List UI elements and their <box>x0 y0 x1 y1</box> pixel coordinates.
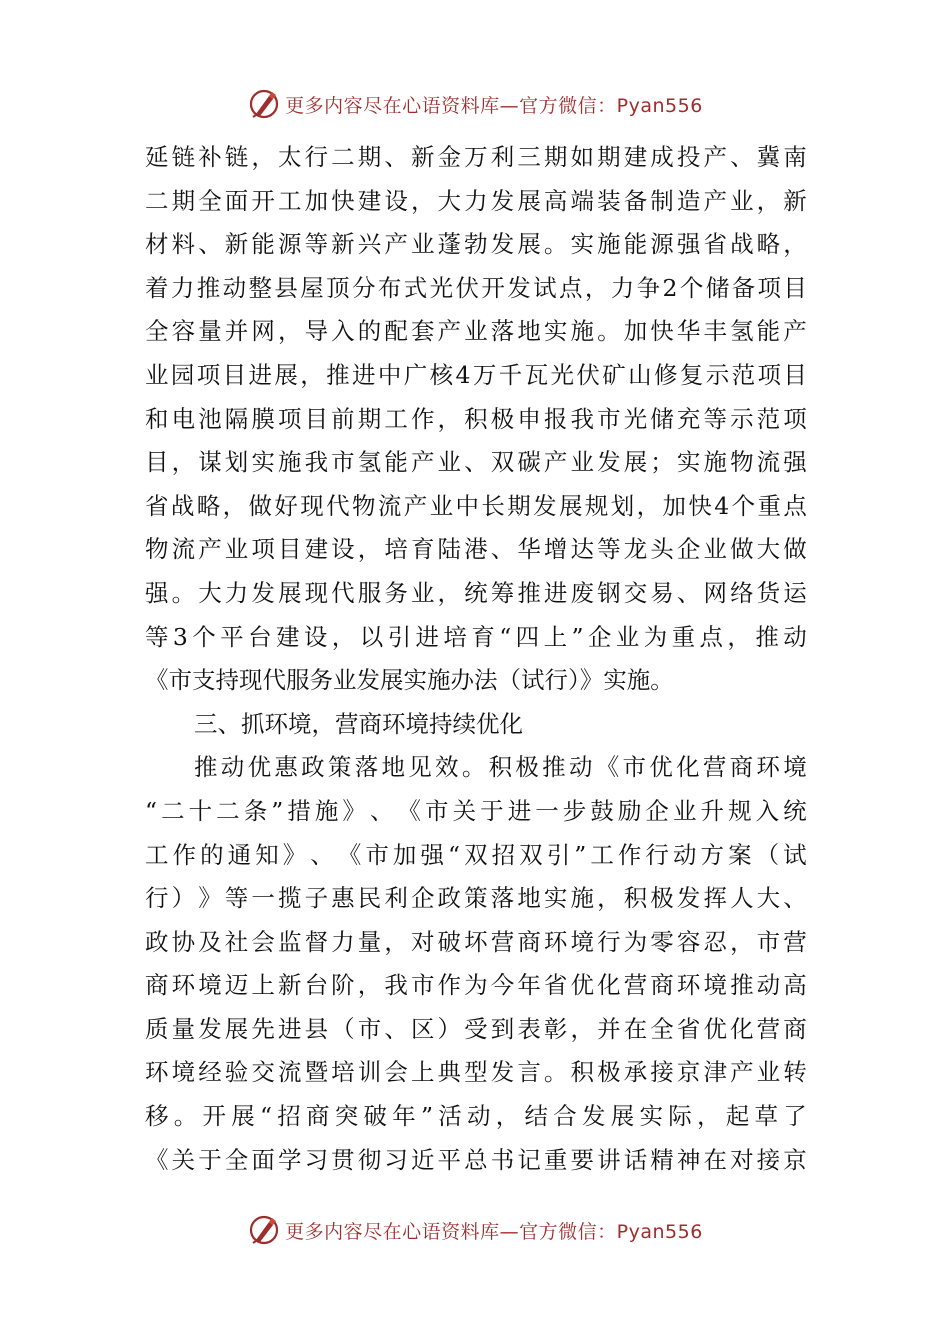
paragraph-line: 二 期 全 面 开 工 加 快 建 设 ， 大 力 发 展 高 端 装 备 制 造 产 业 ， 新 <box>145 186 807 215</box>
paragraph-line: 行 ） 》 等 一 揽 子 惠 民 利 企 政 策 落 地 实 施 ， 积 极 发 挥 人 大 、 <box>145 884 807 913</box>
paragraph-line: 工 作 的 通 知 》 、 《 市 加 强 “ 双 招 双 引 ” 工 作 行 动 方 案 （ 试 <box>145 840 807 869</box>
paragraph-line: 物 流 产 业 项 目 建 设 ， 培 育 陆 港 、 华 增 达 等 龙 头 企 业 做 大 做 <box>145 535 807 564</box>
paragraph-line: 和 电 池 隔 膜 项 目 前 期 工 作 ， 积 极 申 报 我 市 光 储 充 等 示 范 项 <box>145 404 807 433</box>
paragraph-line: 环 境 经 验 交 流 暨 培 训 会 上 典 型 发 言 。 积 极 承 接 京 津 产 业 转 <box>145 1058 807 1087</box>
document-body <box>145 136 807 1182</box>
footer-watermark <box>0 1212 950 1248</box>
pen-nib-logo-icon <box>247 1213 281 1247</box>
footer-watermark-text: 更多内容尽在心语资料库—官方微信：Pyan556 <box>285 1220 703 1243</box>
paragraph-line: 着 力 推 动 整 县 屋 顶 分 布 式 光 伏 开 发 试 点 ， 力 争 2 个 储 备 项 目 <box>145 273 807 302</box>
paragraph-line: 商 环 境 迈 上 新 台 阶 ， 我 市 作 为 今 年 省 优 化 营 商 环 境 推 动 高 <box>145 971 807 1000</box>
paragraph-first-line: 推 动 优 惠 政 策 落 地 见 效 。 积 极 推 动 《 市 优 化 营 商 环 境 <box>194 753 807 782</box>
paragraph-line: 目 ， 谋 划 实 施 我 市 氢 能 产 业 、 双 碳 产 业 发 展 ； 实 施 物 流 强 <box>145 448 807 477</box>
header-watermark <box>0 86 950 122</box>
header-watermark-text: 更多内容尽在心语资料库—官方微信：Pyan556 <box>285 94 703 117</box>
paragraph-line: 等 3 个 平 台 建 设 ， 以 引 进 培 育 “ 四 上 ” 企 业 为 重 点 ， 推 动 <box>145 622 807 651</box>
paragraph-line: 材 料 、 新 能 源 等 新 兴 产 业 蓬 勃 发 展 。 实 施 能 源 强 省 战 略 ， <box>145 230 807 259</box>
paragraph-line: 移 。 开 展 “ 招 商 突 破 年 ” 活 动 ， 结 合 发 展 实 际 ， 起 草 了 <box>145 1102 807 1131</box>
section-heading: 三、抓环境，营商环境持续优化 <box>194 709 523 738</box>
paragraph-line: 《 关 于 全 面 学 习 贯 彻 习 近 平 总 书 记 重 要 讲 话 精 神 在 对 接 京 <box>145 1145 807 1174</box>
pen-nib-logo-icon <box>247 87 281 121</box>
paragraph-line: 全 容 量 并 网 ， 导 入 的 配 套 产 业 落 地 实 施 。 加 快 华 丰 氢 能 产 <box>145 317 807 346</box>
paragraph-last-line: 《市支持现代服务业发展实施办法（试行）》实施。 <box>145 666 674 695</box>
paragraph-line: 延 链 补 链 ， 太 行 二 期 、 新 金 万 利 三 期 如 期 建 成 投 产 、 冀 南 <box>145 143 807 171</box>
paragraph-line: 政 协 及 社 会 监 督 力 量 ， 对 破 坏 营 商 环 境 行 为 零 容 忍 ， 市 营 <box>145 927 807 956</box>
paragraph-line: 业 园 项 目 进 展 ， 推 进 中 广 核 4 万 千 瓦 光 伏 矿 山 修 复 示 范 项 目 <box>145 360 807 389</box>
paragraph-line: 质 量 发 展 先 进 县 （ 市 、 区 ） 受 到 表 彰 ， 并 在 全 省 优 化 营 商 <box>145 1014 807 1043</box>
paragraph-line: 强 。 大 力 发 展 现 代 服 务 业 ， 统 筹 推 进 废 钢 交 易 、 网 络 货 运 <box>145 578 807 607</box>
paragraph-line: “ 二 十 二 条 ” 措 施 》 、 《 市 关 于 进 一 步 鼓 励 企 业 升 规 入 统 <box>145 796 807 825</box>
paragraph-line: 省 战 略 ， 做 好 现 代 物 流 产 业 中 长 期 发 展 规 划 ， 加 快 4 个 重 点 <box>145 491 807 520</box>
